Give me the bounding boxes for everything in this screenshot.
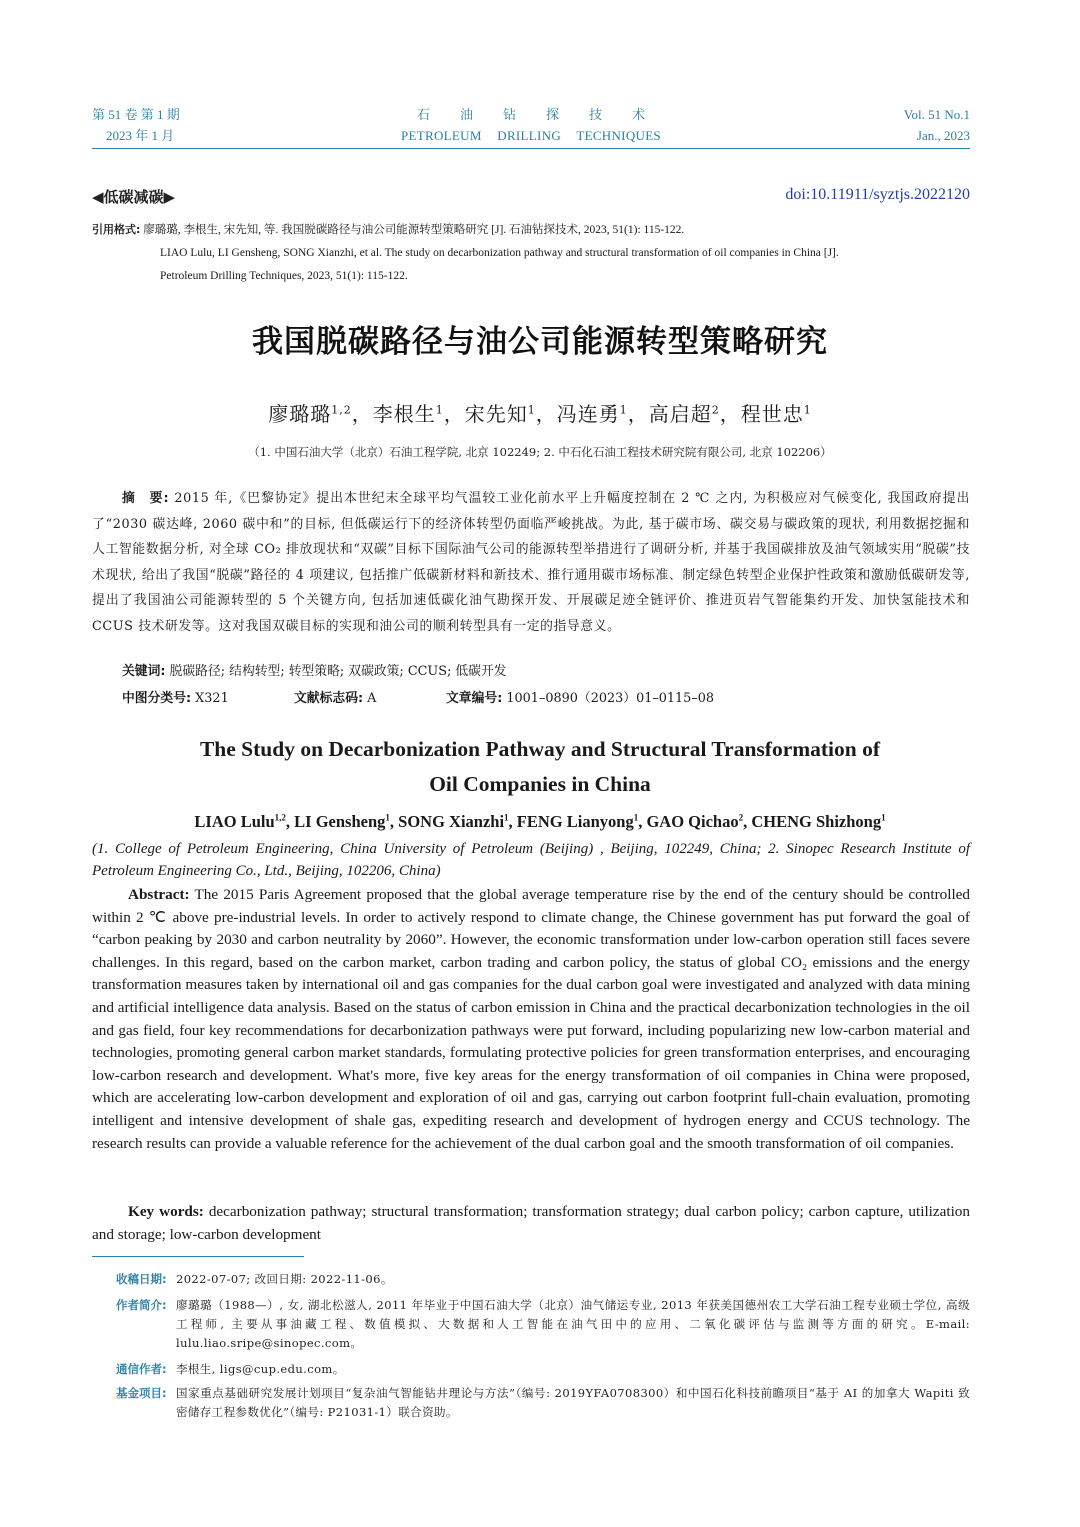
abstract-cn-label: 摘 要: <box>122 491 170 506</box>
authors-en <box>0 812 1080 832</box>
cn-author-name: 廖璐璐 <box>268 402 332 426</box>
cn-author-name: 宋先知 <box>464 402 528 426</box>
en-author-separator: , <box>285 812 295 831</box>
header-center <box>92 104 970 146</box>
volume-en: Vol. 51 No.1 <box>903 107 970 122</box>
corresponding-label: 通信作者: <box>116 1362 167 1376</box>
abstract-cn <box>92 486 970 640</box>
abstract-en-text: The 2015 Paris Agreement proposed that the global average temperature rise by the end of the century should be controlled within 2 ℃ above pre-industrial levels. In order to actively respond to climate change, the Chinese government has put forward the goal of “carbon peaking by 2030 and carbon neutrality by 2060”. However, the economic transformation under low-carbon operation still faces severe challenges. In this regard, based on the carbon market, carbon trading and carbon policy, the status of global CO₂ emissions and the energy transformation measures taken by international oil and gas companies for the dual carbon goal were investigated and analyzed with data mining and artificial intelligence data analysis. Based on the status of carbon emission in China and the practical decarbonization technologies in the oil and gas field, four key recommendations for decarbonization pathways were put forward, including popularizing new low-carbon material and technologies, promoting general carbon market standards, formulating protective policies for green transformation enterprises, and encouraging low-carbon research and development. What's more, five key areas for the energy transformation of oil companies in China were proposed, which are accelerating low-carbon development and exploration of oil and gas, carrying out carbon footprint full-chain evaluation, promoting intelligent and intensive development of shale gas, expediting research and development of hydrogen energy and CCUS technology. The research results can provide a valuable reference for the achievement of the dual carbon goal and the smooth transformation of oil companies. <box>92 886 970 1152</box>
footnote-funding <box>116 1384 970 1422</box>
date-en: Jan., 2023 <box>916 128 970 143</box>
doc-code-value: A <box>363 691 377 706</box>
abstract-cn-text: 2015 年,《巴黎协定》提出本世纪末全球平均气温较工业化前水平上升幅度控制在 2 ℃ 之内, 为积极应对气候变化, 我国政府提出了“2030 碳达峰, 2060 碳中和”的目标, 但低碳运行下的经济体转型仍面临严峻挑战。为此, 基于碳市场、碳交易与碳政策的现状, 利用数据挖掘和人工智能数据分析, 对全球 CO₂ 排放现状和“双碳”目标下国际油气公司的能源转型举措进行了调研分析, 并基于我国碳排放及油气领域实用“脱碳”技术现状, 给出了我国“脱碳”路径的 4 项建议, 包括推广低碳新材料和新技术、推行通用碳市场标准、制定绿色转型企业保护性政策和激励低碳研发等, 提出了我国油公司能源转型的 5 个关键方向, 包括加速低碳化油气勘探开发、开展碳足迹全链评价、推进页岩气智能集约开发、加快氢能技术和 CCUS 技术研发等。这对我国双碳目标的实现和油公司的顺利转型具有一定的指导意义。 <box>92 491 970 634</box>
footnote-corresponding <box>116 1360 970 1379</box>
header-rule <box>92 148 970 149</box>
date-cn: 2023 年 1 月 <box>106 128 175 143</box>
title-en <box>0 732 1080 802</box>
footnote-author-bio <box>116 1296 970 1353</box>
keywords-cn <box>122 661 970 683</box>
en-author-name: LIAO Lulu <box>194 812 275 831</box>
funding-text: 国家重点基础研究发展计划项目“复杂油气智能钻井理论与方法”（编号: 2019YFA0708300）和中国石化科技前瞻项目“基于 AI 的加拿大 Wapiti 致密储存工程参数优化”（编号: P21031-1）联合资助。 <box>176 1386 970 1419</box>
cn-author-name: 冯连勇 <box>556 402 620 426</box>
en-author-separator: , <box>743 812 752 831</box>
cn-author-affil-mark: 1 <box>527 403 536 417</box>
bio-label: 作者简介: <box>116 1298 167 1312</box>
en-author-affil-mark: 1 <box>881 812 886 823</box>
en-author-name: CHENG Shizhong <box>751 812 882 831</box>
clc-number <box>122 688 294 710</box>
footnote-received <box>116 1270 970 1289</box>
title-en-line2: Oil Companies in China <box>429 772 651 796</box>
citation-en-line2: Petroleum Drilling Techniques, 2023, 51(1): 115-122. <box>160 270 408 282</box>
en-author-name: SONG Xianzhi <box>398 812 505 831</box>
title-cn: 我国脱碳路径与油公司能源转型策略研究 <box>252 324 828 360</box>
funding-label: 基金项目: <box>116 1386 167 1400</box>
article-number-label: 文章编号: <box>446 691 503 706</box>
en-author-affil-mark: 1 <box>504 812 509 823</box>
abstract-en-label: Abstract: <box>128 886 190 903</box>
en-author-affil-mark: 2 <box>738 812 744 823</box>
footnote-rule <box>92 1256 304 1257</box>
en-author-name: FENG Lianyong <box>516 812 634 831</box>
clc-label: 中图分类号: <box>122 691 192 706</box>
cn-author-name: 程世忠 <box>740 402 804 426</box>
journal-name-cn: 石油钻探技术 <box>416 107 675 122</box>
cn-author-affil-mark: 1 <box>619 403 628 417</box>
cn-author-affil-mark: 2 <box>711 403 720 417</box>
en-author-separator: , <box>508 812 517 831</box>
keywords-en-label: Key words: <box>128 1203 204 1220</box>
clc-value: X321 <box>191 691 229 706</box>
en-author-affil-mark: 1,2 <box>274 812 286 823</box>
volume-cn: 第 51 卷 第 1 期 <box>92 107 180 122</box>
cn-author-separator: ， <box>443 402 465 426</box>
authors-cn <box>0 398 1080 427</box>
abstract-en <box>92 884 970 1155</box>
keywords-en-text: decarbonization pathway; structural transformation; transformation strategy; dual carbon policy; carbon capture, utilization and storage; low-carbon development <box>92 1203 970 1243</box>
affiliation-cn: （1. 中国石油大学（北京）石油工程学院, 北京 102249; 2. 中石化石油工程技术研究院有限公司, 北京 102206） <box>248 445 832 459</box>
citation-label: 引用格式: <box>92 223 141 236</box>
keywords-cn-label: 关键词: <box>122 664 166 679</box>
citation-cn: 廖璐璐, 李根生, 宋先知, 等. 我国脱碳路径与油公司能源转型策略研究 [J]. 石油钻探技术, 2023, 51(1): 115-122. <box>143 224 685 236</box>
citation-en-line1: LIAO Lulu, LI Gensheng, SONG Xianzhi, et al. The study on decarbonization pathway and structural transformation of oil companies in China [J]. <box>160 247 839 259</box>
keywords-en <box>92 1201 970 1246</box>
cn-author-affil-mark: 1,2 <box>331 403 352 417</box>
journal-name-en: PETROLEUM DRILLING TECHNIQUES <box>401 128 661 143</box>
cn-author-separator: ， <box>535 402 557 426</box>
cn-author-affil-mark: 1 <box>435 403 444 417</box>
affiliation-en: (1. College of Petroleum Engineering, China University of Petroleum (Beijing) , Beijing, 102249, China; 2. Sinopec Research Institute of Petroleum Engineering Co., Ltd., Beijing, 102206, China) <box>92 841 970 879</box>
citation-cn-line <box>92 218 970 242</box>
cn-author-separator: ， <box>719 402 741 426</box>
cn-author-affil-mark: 1 <box>803 403 812 417</box>
doi-link[interactable]: doi:10.11911/syztjs.2022120 <box>785 186 970 203</box>
title-en-line1: The Study on Decarbonization Pathway and Structural Transformation of <box>199 737 881 761</box>
doc-code-label: 文献标志码: <box>294 691 364 706</box>
received-text: 2022-07-07; 改回日期: 2022-11-06。 <box>176 1272 393 1286</box>
article-number-value: 1001–0890（2023）01–0115–08 <box>502 691 715 706</box>
citation-block <box>92 218 970 288</box>
corresponding-text: 李根生, ligs@cup.edu.com。 <box>176 1362 345 1376</box>
section-label: ◀低碳减碳▶ <box>92 188 176 206</box>
header-right <box>904 104 970 146</box>
cn-author-name: 李根生 <box>372 402 436 426</box>
cn-author-separator: ， <box>627 402 649 426</box>
en-author-affil-mark: 1 <box>385 812 390 823</box>
received-label: 收稿日期: <box>116 1272 167 1286</box>
en-author-separator: , <box>389 812 399 831</box>
en-author-name: GAO Qichao <box>646 812 739 831</box>
keywords-cn-text: 脱碳路径; 结构转型; 转型策略; 双碳政策; CCUS; 低碳开发 <box>165 664 507 679</box>
en-author-separator: , <box>638 812 647 831</box>
document-code <box>294 688 446 710</box>
cn-author-name: 高启超 <box>648 402 712 426</box>
bio-text: 廖璐璐（1988—）, 女, 湖北松滋人, 2011 年毕业于中国石油大学（北京）油气储运专业, 2013 年获美国德州农工大学石油工程专业硕士学位, 高级工程师, 主要从事油藏工程、数值模拟、大数据和人工智能在油气田中的应用、二氧化碳评估与监测等方面的研究。E-mail: lulu.liao.sripe@sinopec.com。 <box>176 1298 970 1350</box>
en-author-affil-mark: 1 <box>633 812 639 823</box>
journal-header <box>92 104 970 150</box>
cn-author-separator: ， <box>351 402 373 426</box>
classification-line <box>122 688 714 710</box>
article-number <box>446 688 714 710</box>
en-author-name: LI Gensheng <box>294 812 386 831</box>
